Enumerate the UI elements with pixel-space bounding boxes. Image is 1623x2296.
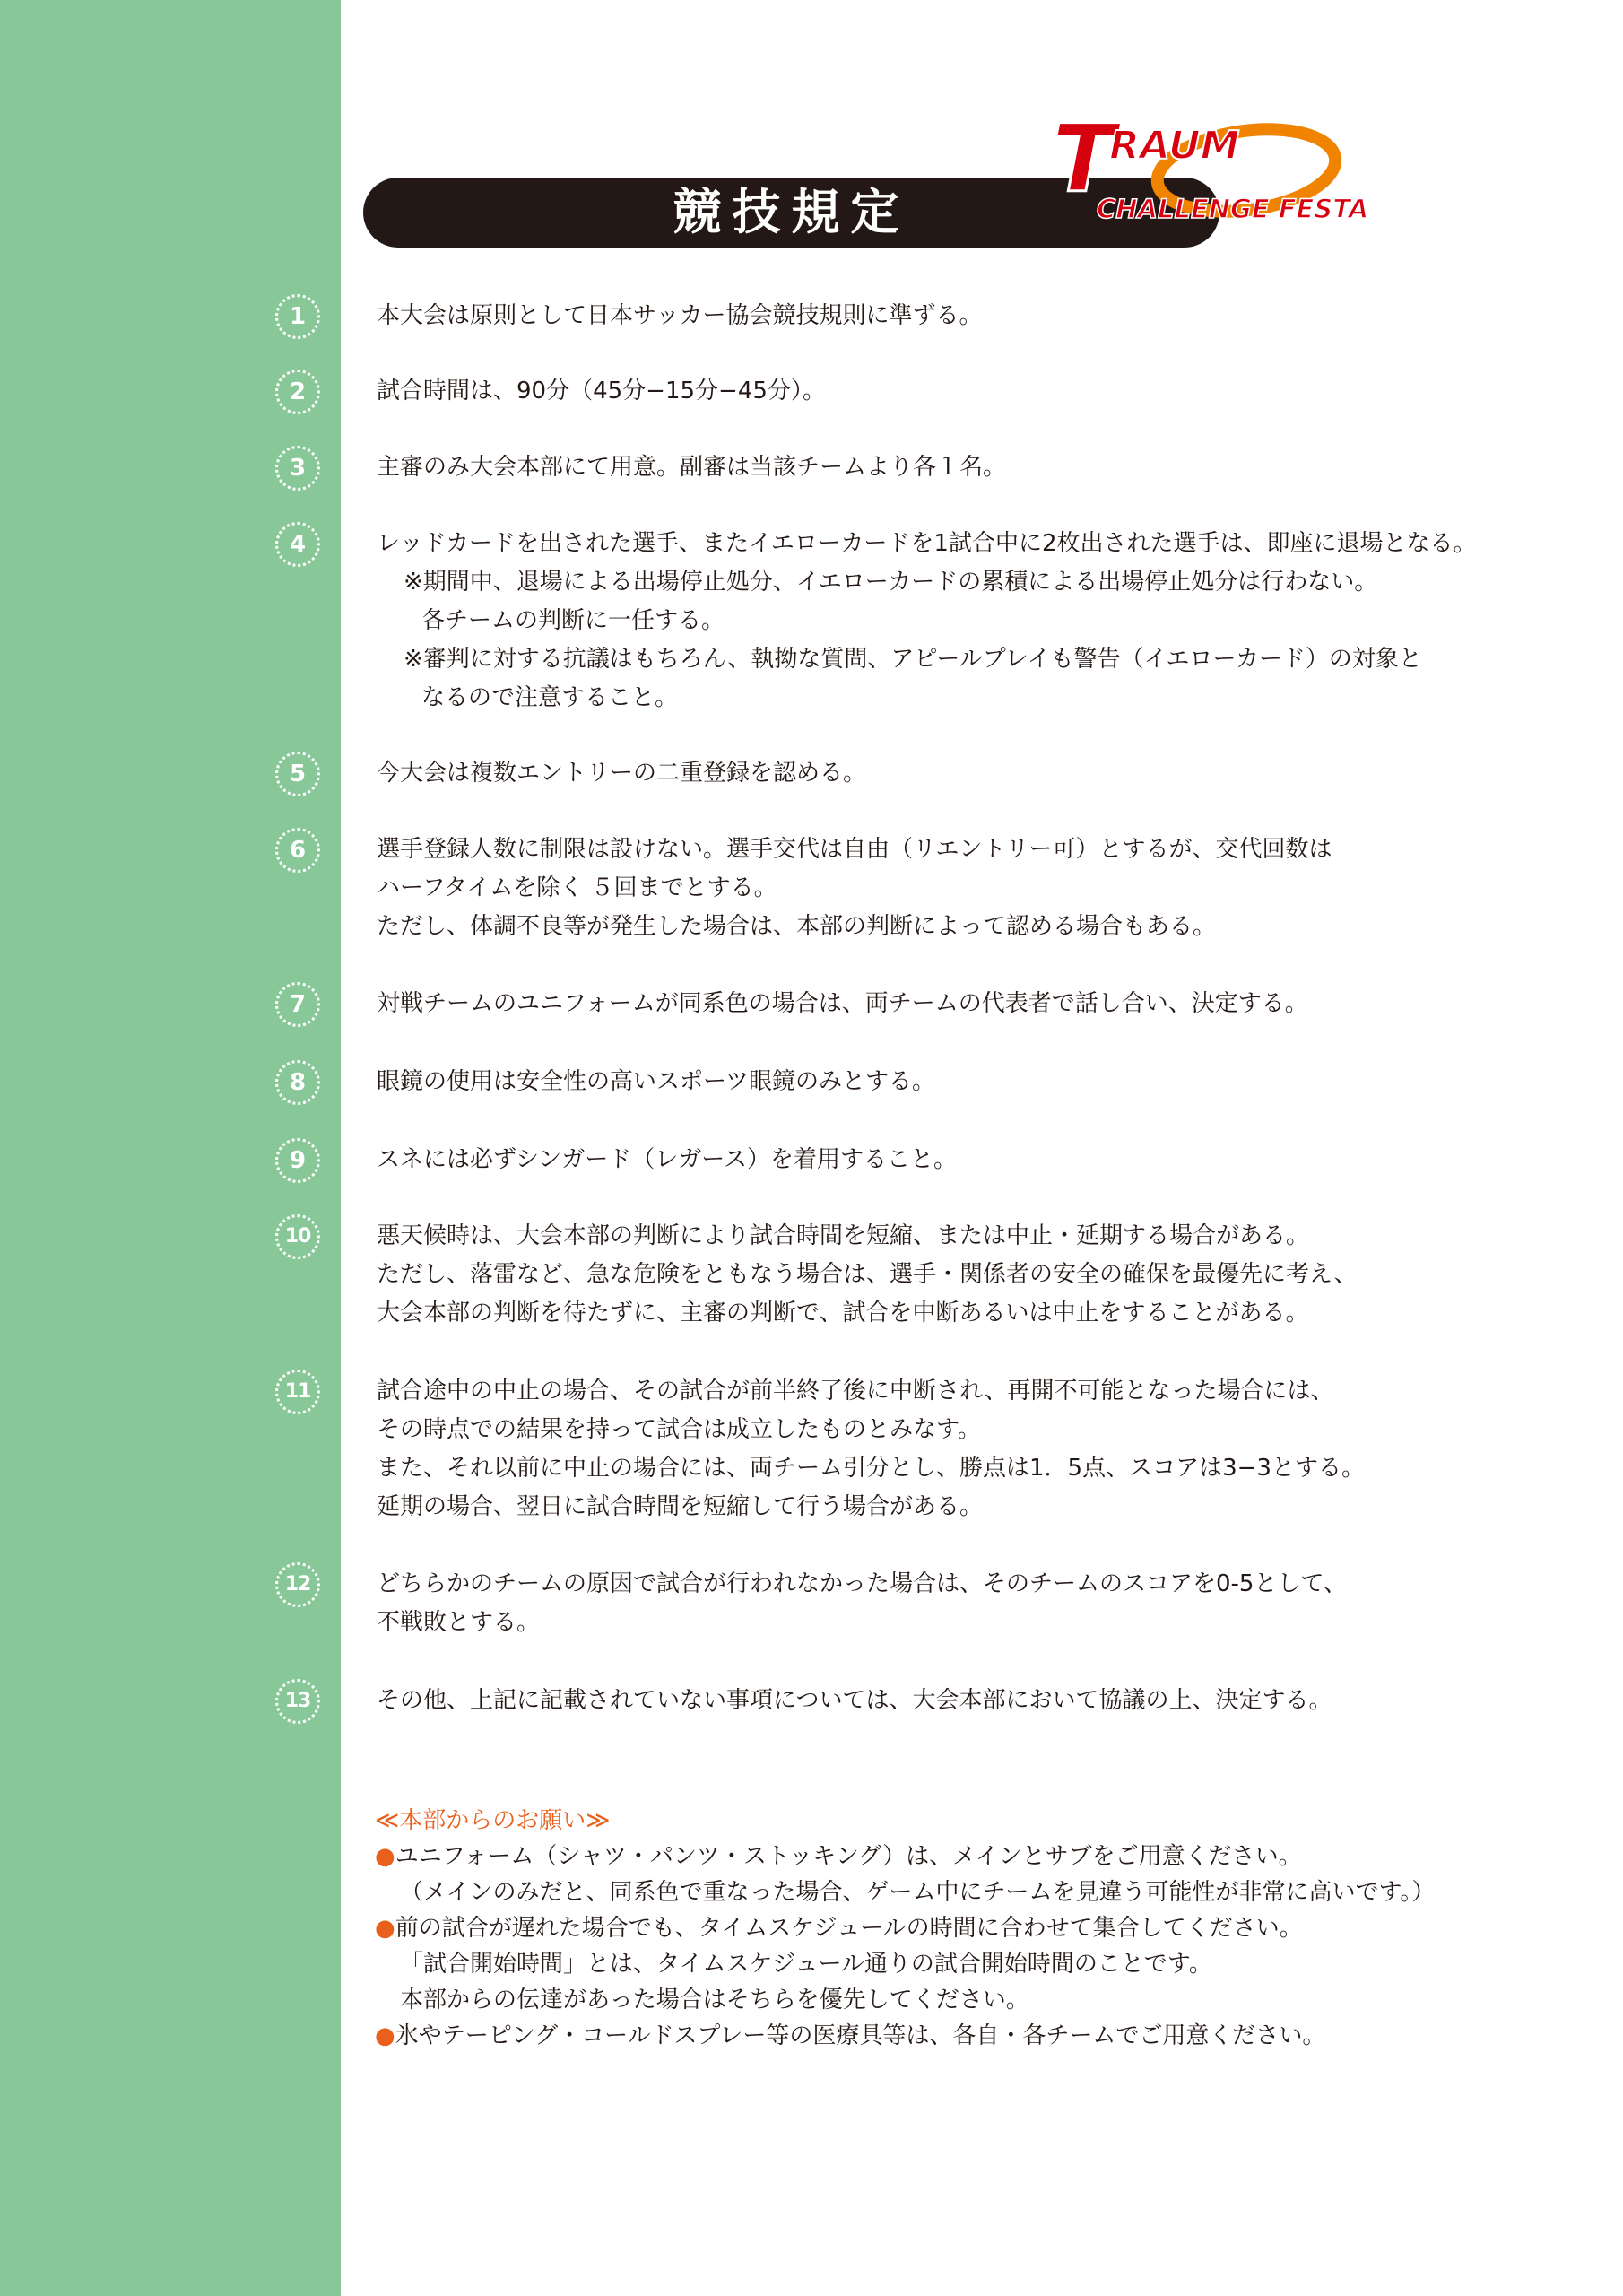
notice-item-1-text: ユニフォーム（シャツ・パンツ・ストッキング）は、メインとサブをご用意ください。: [395, 1843, 1302, 1870]
rule-number-8: 8: [275, 1060, 320, 1105]
rule-12-line-1: どちらかのチームの原因で試合が行われなかった場合は、そのチームのスコアを0-5として、: [377, 1570, 1347, 1597]
rule-4-note-2: ※審判に対する抗議はもちろん、執拗な質問、アピールプレイも警告（イエローカード）の対象と: [404, 646, 1422, 673]
rule-number-11: 11: [275, 1370, 320, 1414]
page-title: 競技規定: [673, 184, 910, 240]
rule-number-9: 9: [275, 1138, 320, 1183]
notice-item-3: [375, 2018, 1451, 2054]
bullet-icon: ●: [375, 1915, 395, 1942]
rule-7: [377, 985, 1435, 1023]
rule-13: [377, 1682, 1435, 1720]
rule-10-line-3: 大会本部の判断を待たずに、主審の判断で、試合を中断あるいは中止をすることがある。: [377, 1300, 1309, 1326]
rule-number-10: 10: [275, 1214, 320, 1259]
rule-3-line-1: 主審のみ大会本部にて用意。副審は当該チームより各１名。: [377, 454, 1007, 481]
logo-line2: CHALLENGE FESTA: [1097, 194, 1369, 224]
rule-4-note-1: ※期間中、退場による出場停止処分、イエローカードの累積による出場停止処分は行わない。: [404, 569, 1378, 596]
notice-title: ≪本部からのお願い≫: [375, 1807, 611, 1834]
rule-11: [377, 1372, 1435, 1526]
rule-11-line-2: その時点での結果を持って試合は成立したものとみなす。: [377, 1416, 981, 1443]
rule-2-line-1: 試合時間は、90分（45分−15分−45分）。: [377, 378, 826, 404]
rule-8: [377, 1063, 1435, 1101]
logo-line1: RAUM: [1109, 123, 1240, 169]
notice-item-2-cont-1: 「試合開始時間」とは、タイムスケジュール通りの試合開始時間のことです。: [400, 1951, 1212, 1978]
rule-6-line-2: ハーフタイムを除く ５回までとする。: [377, 874, 777, 901]
rule-number-3: 3: [275, 446, 320, 491]
notice-item-2-text: 前の試合が遅れた場合でも、タイムスケジュールの時間に合わせて集合してください。: [395, 1915, 1303, 1942]
rule-4-note-1-cont: 各チームの判断に一任する。: [421, 607, 725, 634]
bullet-icon: ●: [375, 1843, 395, 1870]
rule-1-line-1: 本大会は原則として日本サッカー協会競技規則に準ずる。: [377, 302, 983, 329]
rule-10-line-1: 悪天候時は、大会本部の判断により試合時間を短縮、または中止・延期する場合がある。: [377, 1222, 1310, 1249]
bullet-icon: ●: [375, 2022, 395, 2049]
rule-4: [377, 525, 1477, 718]
rule-number-1: 1: [275, 294, 320, 339]
notice-item-2: [375, 1910, 1451, 1946]
rule-6-line-1: 選手登録人数に制限は設けない。選手交代は自由（リエントリー可）とするが、交代回数は: [377, 836, 1332, 863]
rule-2: [377, 372, 1435, 411]
rule-11-line-4: 延期の場合、翌日に試合時間を短縮して行う場合がある。: [377, 1493, 984, 1520]
rule-4-note-2-cont: なるので注意すること。: [421, 684, 679, 711]
rule-9-line-1: スネには必ずシンガード（レガース）を着用すること。: [377, 1146, 958, 1173]
rule-7-line-1: 対戦チームのユニフォームが同系色の場合は、両チームの代表者で話し合い、決定する。: [377, 990, 1308, 1017]
rule-3: [377, 448, 1435, 487]
rule-number-7: 7: [275, 982, 320, 1027]
rule-13-line-1: その他、上記に記載されていない事項については、大会本部において協議の上、決定する。: [377, 1687, 1332, 1714]
rule-10-line-2: ただし、落雷など、急な危険をともなう場合は、選手・関係者の安全の確保を最優先に考え、: [377, 1261, 1358, 1288]
rule-number-5: 5: [275, 752, 320, 796]
rule-6: [377, 831, 1435, 946]
rule-6-line-3: ただし、体調不良等が発生した場合は、本部の判断によって認める場合もある。: [377, 913, 1217, 940]
rule-12-line-2: 不戦敗とする。: [377, 1609, 541, 1636]
notice-section: [375, 1803, 1451, 2054]
traum-challenge-festa-logo: [1045, 103, 1369, 229]
rule-8-line-1: 眼鏡の使用は安全性の高いスポーツ眼鏡のみとする。: [377, 1068, 935, 1095]
rule-5-line-1: 今大会は複数エントリーの二重登録を認める。: [377, 760, 867, 787]
rule-number-4: 4: [275, 522, 320, 567]
logo-initial: T: [1052, 104, 1115, 213]
rule-1: [377, 297, 1435, 335]
rule-5: [377, 754, 1435, 793]
notice-item-2-cont-2: 本部からの伝達があった場合はそちらを優先してください。: [400, 1987, 1029, 2013]
notice-item-3-text: 氷やテーピング・コールドスプレー等の医療具等は、各自・各チームでご用意ください。: [395, 2022, 1326, 2049]
rule-number-6: 6: [275, 828, 320, 873]
notice-item-1-cont-1: （メインのみだと、同系色で重なった場合、ゲーム中にチームを見違う可能性が非常に高いです。）: [400, 1879, 1436, 1906]
rule-12: [377, 1565, 1435, 1642]
rule-11-line-3: また、それ以前に中止の場合には、両チーム引分とし、勝点は1．5点、スコアは3−3とする。: [377, 1455, 1365, 1482]
rule-number-13: 13: [275, 1679, 320, 1724]
rule-9: [377, 1141, 1435, 1179]
rule-number-2: 2: [275, 370, 320, 414]
rule-10: [377, 1217, 1435, 1333]
rule-11-line-1: 試合途中の中止の場合、その試合が前半終了後に中断され、再開不可能となった場合には、: [377, 1378, 1334, 1405]
notice-item-1: [375, 1839, 1451, 1874]
rule-number-12: 12: [275, 1562, 320, 1607]
rule-4-line-1: レッドカードを出された選手、またイエローカードを1試合中に2枚出された選手は、即座に退場となる。: [377, 530, 1477, 557]
